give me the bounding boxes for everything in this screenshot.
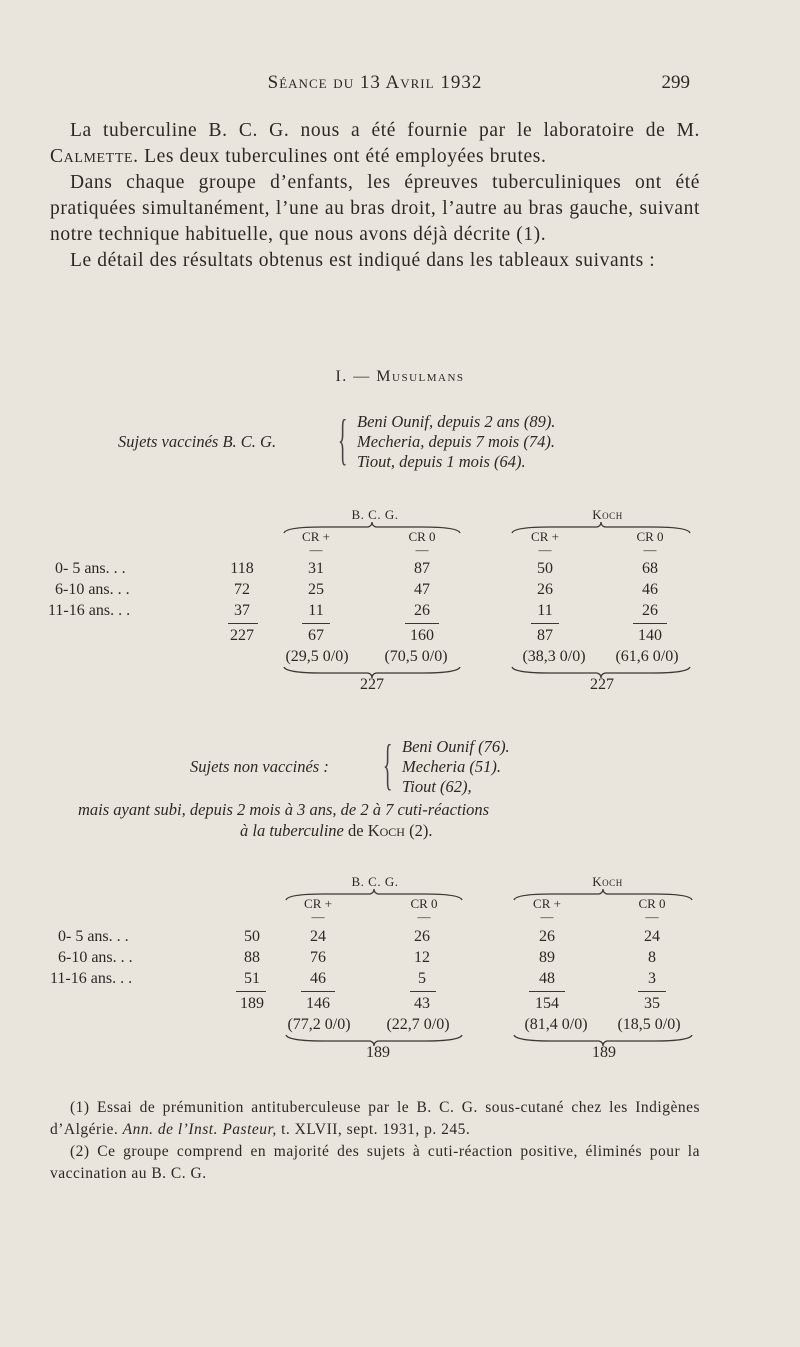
sum-rule (638, 991, 666, 992)
pct-koch-zero: (61,6 0/0) (615, 648, 679, 665)
cell-bcg-zero: 26 (414, 602, 430, 619)
grand-total-bcg: 189 (366, 1044, 390, 1061)
intro-paragraph-3: Le détail des résultats obtenus est indiqué dans les tableaux suivants : (70, 250, 656, 271)
intro-p1-end: . Les deux tuberculines ont été employées brutes. (133, 146, 547, 167)
row-total: 88 (244, 949, 260, 966)
sum-bcg-zero: 160 (410, 627, 434, 644)
row-label: 11-16 ans. . . (48, 602, 131, 619)
curly-brace-icon: { (383, 734, 393, 796)
subheader-cr-plus: CR + (302, 529, 330, 544)
row-total: 51 (244, 970, 260, 987)
sum-rule (405, 623, 439, 624)
subheader-dash: — (645, 909, 659, 924)
section-1-number: I. — (335, 368, 371, 385)
row-label: 6-10 ans. . . (55, 581, 130, 598)
intro-text (50, 118, 700, 274)
row-total: 72 (234, 581, 250, 598)
sum-koch-plus: 154 (535, 995, 559, 1012)
subheader-dash: — (643, 542, 657, 557)
cell-koch-zero: 8 (648, 949, 656, 966)
note-ref: (2). (409, 821, 433, 840)
row-label: 6-10 ans. . . (58, 949, 133, 966)
grand-total-koch: 227 (590, 676, 614, 693)
sum-koch-plus: 87 (537, 627, 553, 644)
cell-bcg-plus: 46 (310, 970, 326, 987)
footnote-1 (50, 1097, 700, 1141)
cell-koch-plus: 50 (537, 560, 553, 577)
subject-line: Mecheria, depuis 7 mois (74). (357, 432, 555, 451)
subheader-dash: — (311, 909, 325, 924)
running-title: Séance du 13 Avril 1932 (267, 72, 483, 93)
group-header-koch: Koch (592, 874, 623, 889)
cell-koch-plus: 26 (537, 581, 553, 598)
sum-bcg-plus: 67 (308, 627, 324, 644)
subject-line: Beni Ounif (76). (402, 737, 510, 756)
cell-bcg-plus: 31 (308, 560, 324, 577)
cell-koch-plus: 48 (539, 970, 555, 987)
footnote-1-journal: Ann. de l’Inst. Pasteur, (122, 1121, 277, 1138)
note-de: de (348, 821, 364, 840)
note-koch: Koch (367, 821, 405, 840)
row-total: 118 (230, 560, 254, 577)
section-2-table (0, 872, 800, 1072)
pct-bcg-zero: (22,7 0/0) (386, 1016, 450, 1033)
subheader-cr-zero: CR 0 (410, 896, 438, 911)
subheader-cr-zero: CR 0 (636, 529, 664, 544)
pct-koch-plus: (38,3 0/0) (522, 648, 586, 665)
section-1-title (0, 368, 800, 386)
sum-koch-zero: 140 (638, 627, 662, 644)
cell-bcg-plus: 76 (310, 949, 326, 966)
note-italic: à la tuberculine (240, 821, 344, 840)
subject-line: Tiout, depuis 1 mois (64). (357, 452, 526, 471)
intro-paragraph-1 (50, 118, 700, 170)
cell-koch-plus: 89 (539, 949, 555, 966)
section-2-subjects (0, 735, 800, 805)
cell-koch-zero: 3 (648, 970, 656, 987)
cell-bcg-zero: 5 (418, 970, 426, 987)
curly-brace-icon: { (338, 409, 348, 471)
subheader-dash: — (417, 909, 431, 924)
group-header-bcg: B. C. G. (351, 874, 399, 889)
sum-rule (302, 623, 330, 624)
sum-total: 189 (240, 995, 264, 1012)
subject-line: Tiout (62), (402, 777, 472, 796)
section-1-word: Musulmans (376, 368, 465, 385)
pct-bcg-plus: (29,5 0/0) (285, 648, 349, 665)
sum-koch-zero: 35 (644, 995, 660, 1012)
author-name: Calmette (50, 146, 134, 167)
sum-rule (529, 991, 565, 992)
subheader-cr-zero: CR 0 (638, 896, 666, 911)
grand-total-koch: 189 (592, 1044, 616, 1061)
cell-koch-zero: 26 (642, 602, 658, 619)
pct-koch-plus: (81,4 0/0) (524, 1016, 588, 1033)
section-1-subjects (0, 410, 800, 480)
section-1-table (0, 505, 800, 705)
section-2-subjects-label: Sujets non vaccinés : (190, 757, 329, 776)
grand-total-bcg: 227 (360, 676, 384, 693)
cell-koch-zero: 68 (642, 560, 658, 577)
pct-koch-zero: (18,5 0/0) (617, 1016, 681, 1033)
section-2-note-line-1: mais ayant subi, depuis 2 mois à 3 ans, de 2 à 7 cuti-réactions (78, 800, 490, 819)
pct-bcg-plus: (77,2 0/0) (287, 1016, 351, 1033)
cell-koch-plus: 11 (537, 602, 553, 619)
cell-bcg-plus: 25 (308, 581, 324, 598)
subheader-dash: — (538, 542, 552, 557)
subject-line: Beni Ounif, depuis 2 ans (89). (357, 412, 556, 431)
row-label: 0- 5 ans. . . (58, 928, 129, 945)
pct-bcg-zero: (70,5 0/0) (384, 648, 448, 665)
footnote-1-text: (1) Essai de prémunition antituberculeuse par le B. C. G. sous-cutané chez les Indigènes d’Algérie. (50, 1099, 700, 1138)
section-2-subjects-list (402, 737, 510, 797)
sum-rule (531, 623, 559, 624)
row-total: 37 (234, 602, 250, 619)
sum-total: 227 (230, 627, 254, 644)
row-total: 50 (244, 928, 260, 945)
cell-bcg-zero: 47 (414, 581, 430, 598)
page-number: 299 (661, 72, 690, 93)
subject-line: Mecheria (51). (402, 757, 501, 776)
cell-koch-zero: 46 (642, 581, 658, 598)
sum-bcg-plus: 146 (306, 995, 330, 1012)
footnote-2: (2) Ce groupe comprend en majorité des sujets à cuti-réaction positive, éliminés pour la vaccination au B. C. G. (50, 1143, 700, 1182)
page-header (0, 72, 800, 102)
subheader-dash: — (415, 542, 429, 557)
subheader-dash: — (309, 542, 323, 557)
cell-bcg-zero: 12 (414, 949, 430, 966)
group-header-bcg: B. C. G. (351, 507, 399, 522)
sum-rule (236, 991, 266, 992)
sum-rule (301, 991, 335, 992)
cell-bcg-zero: 87 (414, 560, 430, 577)
row-label: 11-16 ans. . . (50, 970, 133, 987)
subheader-dash: — (540, 909, 554, 924)
footnotes (50, 1097, 700, 1185)
subheader-cr-plus: CR + (533, 896, 561, 911)
cell-koch-zero: 24 (644, 928, 660, 945)
section-1-subjects-label: Sujets vaccinés B. C. G. (118, 432, 277, 451)
intro-paragraph-2: Dans chaque groupe d’enfants, les épreuves tuberculiniques ont été pratiquées simultanément, l’une au bras droit, l’autre au bras gauche, suivant notre technique habituelle, que nous avons déjà décrite (1). (50, 172, 700, 245)
sum-rule (410, 991, 436, 992)
row-label: 0- 5 ans. . . (55, 560, 126, 577)
intro-p1-start: La tuberculine B. C. G. nous a été fournie par le laboratoire de M. (70, 120, 700, 141)
subheader-cr-plus: CR + (304, 896, 332, 911)
section-2-note-line-2 (240, 821, 432, 841)
sum-rule (228, 623, 258, 624)
sum-rule (633, 623, 667, 624)
subheader-cr-plus: CR + (531, 529, 559, 544)
section-1-subjects-list (357, 412, 555, 472)
cell-bcg-zero: 26 (414, 928, 430, 945)
subheader-cr-zero: CR 0 (408, 529, 436, 544)
cell-bcg-plus: 24 (310, 928, 326, 945)
sum-bcg-zero: 43 (414, 995, 430, 1012)
cell-bcg-plus: 11 (308, 602, 324, 619)
footnote-1-ref: t. XLVII, sept. 1931, p. 245. (281, 1121, 471, 1138)
group-header-koch: Koch (592, 507, 623, 522)
cell-koch-plus: 26 (539, 928, 555, 945)
